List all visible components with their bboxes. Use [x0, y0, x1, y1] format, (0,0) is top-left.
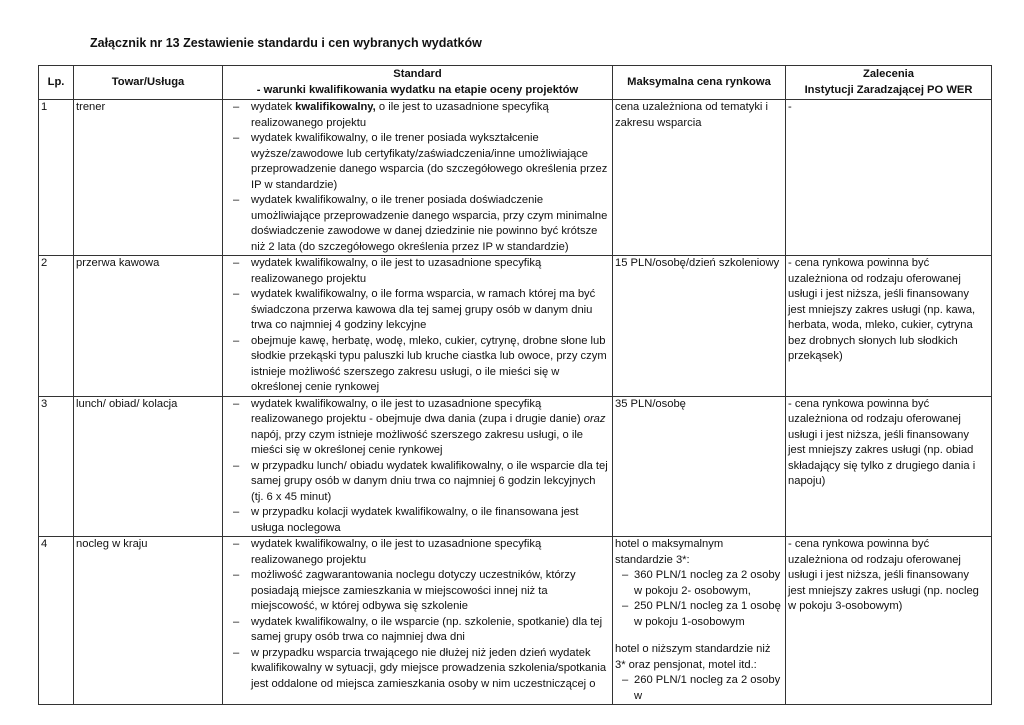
header-lp: Lp. — [39, 66, 74, 100]
list-item: – wydatek kwalifikowalny, o ile jest to uzasadnione specyfiką realizowanego projektu — [225, 100, 610, 131]
table-row — [39, 256, 992, 397]
cell-price: cena uzależniona od tematyki i zakresu wsparcia — [613, 100, 786, 256]
document-title: Załącznik nr 13 Zestawienie standardu i cen wybranych wydatków — [90, 36, 482, 50]
list-item: – 360 PLN/1 nocleg za 2 osoby w pokoju 2- osobowym, — [615, 568, 783, 599]
cell-standard — [223, 537, 613, 705]
list-item: – wydatek kwalifikowalny, o ile trener posiada doświadczenie umożliwiające przeprowadzenie danego wsparcia, przy czym minimalne doświadczenie zawodowe w danej dziedzinie nie powinno być krótsze niż 2 lata (do szczegółowego określenia przez IP w standardzie) — [225, 193, 610, 255]
cell-lp: 2 — [39, 256, 74, 397]
cell-lp: 4 — [39, 537, 74, 705]
table-row — [39, 396, 992, 537]
header-standard-line1: Standard — [393, 68, 442, 80]
table-row — [39, 537, 992, 705]
cell-recommendation: - — [786, 100, 992, 256]
list-item: – wydatek kwalifikowalny, o ile forma wsparcia, w ramach której ma być świadczona przerwa kawowa dla tej samej grupy osób w danym dniu trwa co najmniej 4 godziny lekcyjne — [225, 287, 610, 334]
list-item: – wydatek kwalifikowalny, o ile jest to uzasadnione specyfiką realizowanego projektu — [225, 537, 610, 568]
price-list — [615, 673, 783, 704]
list-item: – 250 PLN/1 nocleg za 1 osobę w pokoju 1-osobowym — [615, 599, 783, 630]
list-item: – obejmuje kawę, herbatę, wodę, mleko, cukier, cytrynę, drobne słone lub słodkie przekąski typu paluszki lub kruche ciastka lub owoce, przy czym istnieje możliwość szerszego zakresu usługi, o ile mieści się w określonej cenie rynkowej — [225, 334, 610, 396]
list-item: – wydatek kwalifikowalny, o ile jest to uzasadnione specyfiką realizowanego projektu — [225, 256, 610, 287]
cell-standard — [223, 396, 613, 537]
cell-item: lunch/ obiad/ kolacja — [74, 396, 223, 537]
list-item: – w przypadku wsparcia trwającego nie dłużej niż jeden dzień wydatek kwalifikowalny w sytuacji, gdy miejsce prowadzenia szkolenia/spotkania jest oddalone od miejsca zamieszkania osoby w nim uczestniczącej o — [225, 646, 610, 693]
cell-recommendation: - cena rynkowa powinna być uzależniona od rodzaju oferowanej usługi i jest niższa, jeśli finansowany jest mniejszy zakres usługi (np. nocleg w pokoju 3-osobowym) — [786, 537, 992, 705]
header-item: Towar/Usługa — [74, 66, 223, 100]
header-recommendation — [786, 66, 992, 100]
standard-list — [225, 256, 610, 396]
standard-list — [225, 397, 610, 537]
header-rec-line1: Zalecenia — [863, 68, 914, 80]
cell-recommendation: - cena rynkowa powinna być uzależniona od rodzaju oferowanej usługi i jest niższa, jeśli finansowany jest mniejszy zakres usługi (np. obiad składający się tylko z drugiego dania i napoju) — [786, 396, 992, 537]
cell-recommendation: - cena rynkowa powinna być uzależniona od rodzaju oferowanej usługi i jest niższa, jeśli finansowany jest mniejszy zakres usługi (np. kawa, herbata, woda, mleko, cukier, cytryna bez drobnych słonych lub słodkich przekąsek) — [786, 256, 992, 397]
price-list — [615, 568, 783, 630]
list-item: – możliwość zagwarantowania noclegu dotyczy uczestników, którzy posiadają miejsce zamieszkania w miejscowości innej niż ta miejscowość, w której odbywa się szkolenie — [225, 568, 610, 615]
table-header-row — [39, 66, 992, 100]
cell-price: 35 PLN/osobę — [613, 396, 786, 537]
cell-lp: 1 — [39, 100, 74, 256]
standards-table — [38, 65, 992, 705]
list-item: – w przypadku lunch/ obiadu wydatek kwalifikowalny, o ile wsparcie dla tej samej grupy osób w danym dniu trwa co najmniej 6 godzin lekcyjnych (tj. 6 x 45 minut) — [225, 459, 610, 506]
cell-price — [613, 537, 786, 705]
cell-item: przerwa kawowa — [74, 256, 223, 397]
list-item: – wydatek kwalifikowalny, o ile wsparcie (np. szkolenie, spotkanie) dla tej samej grupy osób trwa co najmniej dwa dni — [225, 615, 610, 646]
price-intro-hotel-3star: hotel o maksymalnym standardzie 3*: — [615, 538, 724, 566]
cell-standard — [223, 100, 613, 256]
list-item: – wydatek kwalifikowalny, o ile trener posiada wykształcenie wyższe/zawodowe lub certyfikaty/zaświadczenia/inne umożliwiające przeprowadzenie danego wsparcia (do szczegółowego określenia przez IP w standardzie) — [225, 131, 610, 193]
header-standard — [223, 66, 613, 100]
cell-price: 15 PLN/osobę/dzień szkoleniowy — [613, 256, 786, 397]
cell-item: trener — [74, 100, 223, 256]
list-item: – w przypadku kolacji wydatek kwalifikowalny, o ile finansowana jest usługa noclegowa — [225, 505, 610, 536]
header-rec-line2: Instytucji Zaradzającej PO WER — [804, 83, 973, 96]
standard-list — [225, 537, 610, 692]
list-item: – wydatek kwalifikowalny, o ile jest to uzasadnione specyfiką realizowanego projektu - obejmuje dwa dania (zupa i drugie danie) oraz napój, przy czym istnieje możliwość szerszego zakresu usługi, o ile mieści się w określonej cenie rynkowej — [225, 397, 610, 459]
table-row — [39, 100, 992, 256]
standard-list — [225, 100, 610, 255]
cell-lp: 3 — [39, 396, 74, 537]
list-item: – 260 PLN/1 nocleg za 2 osoby w — [615, 673, 783, 704]
cell-standard — [223, 256, 613, 397]
header-price: Maksymalna cena rynkowa — [613, 66, 786, 100]
price-intro-lower-standard: hotel o niższym standardzie niż 3* oraz pensjonat, motel itd.: — [615, 643, 771, 671]
header-standard-line2: - warunki kwalifikowania wydatku na etapie oceny projektów — [256, 83, 579, 96]
cell-item: nocleg w kraju — [74, 537, 223, 705]
